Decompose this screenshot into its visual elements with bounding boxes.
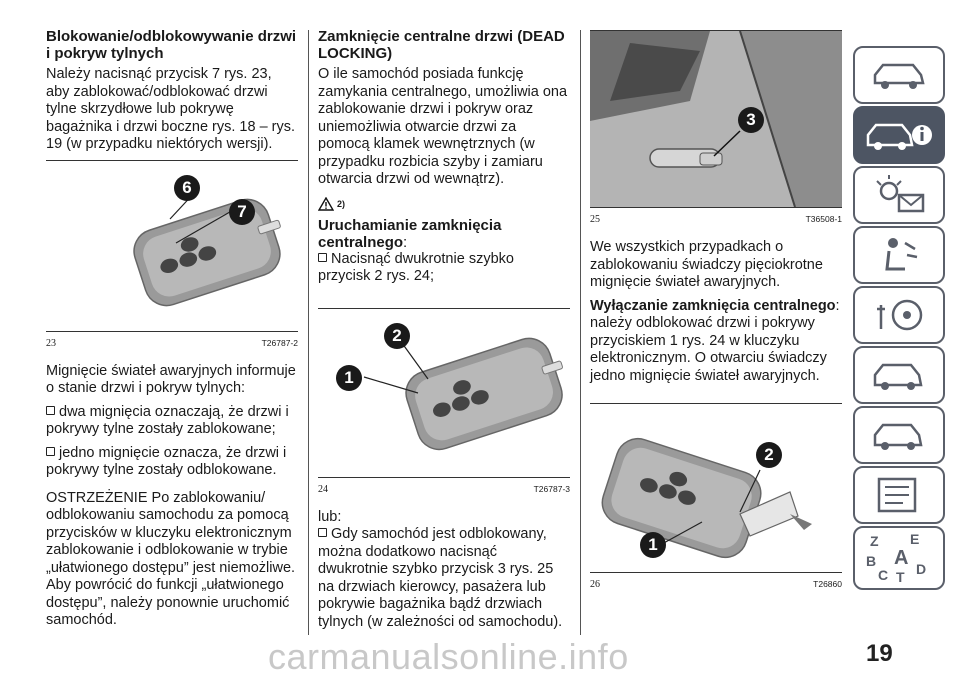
index-letter: Z xyxy=(870,533,879,549)
figure-number: 25 xyxy=(590,214,600,225)
column-separator-1 xyxy=(308,30,309,635)
warning-car-icon xyxy=(869,355,929,395)
section-heading-unlock: Blokowanie/odblokowywanie drzwi i pokryw tylnych xyxy=(46,28,297,62)
figure-code: T26787-2 xyxy=(261,337,298,348)
callout-1: 1 xyxy=(640,532,666,558)
callout-2: 2 xyxy=(756,442,782,468)
or-label: lub: xyxy=(318,508,342,525)
checklist-icon xyxy=(869,475,929,515)
column-1 xyxy=(46,28,298,636)
bullet-text: Gdy samochód jest odblokowany, można dodatkowo nacisnąć dwukrotnie szybko przycisk 3 rys. 25 na drzwiach kierowcy, pasażera lub pokrywie bagażnika bądź drzwiach tylnych (w zależności od samochodu). xyxy=(318,526,563,630)
warning-triangle-icon xyxy=(318,197,334,211)
bullet-icon xyxy=(318,253,327,262)
subheading-colon: : xyxy=(403,233,408,251)
bullet-icon xyxy=(318,528,327,537)
bullet-icon xyxy=(46,447,55,456)
index-letter: D xyxy=(916,561,927,577)
figure-23 xyxy=(46,160,298,332)
bullet-icon xyxy=(46,406,55,415)
deadlock-paragraph: O ile samochód posiada funkcję zamykania centralnego, umożliwia ona zablokowanie drzwi i pokryw oraz uniemożliwia otwarcie drzwi za pomocą klamek wewnętrznych (w przypadku rozbicia szyby i zamiaru otwarcia drzwi od wewnątrz). xyxy=(318,66,568,187)
bullet-text: dwa mignięcia oznaczają, że drzwi i pokrywy tylne zostały zablokowane; xyxy=(46,403,289,437)
bullet-text: jedno mignięcie oznacza, że drzwi i pokrywy tylne zostały odblokowane. xyxy=(46,444,287,478)
figure-number: 26 xyxy=(590,579,600,590)
callout-2: 2 xyxy=(384,323,410,349)
deactivate-heading: Wyłączanie zamknięcia centralnego xyxy=(590,297,836,314)
tab-car-overview[interactable] xyxy=(853,46,945,104)
watermark: carmanualsonline.info xyxy=(268,636,629,677)
warning-reference-label: 2) xyxy=(337,198,346,209)
figure-24-caption xyxy=(318,484,570,495)
bullet-unlocked xyxy=(46,445,298,480)
index-letter: C xyxy=(878,567,889,583)
callout-1: 1 xyxy=(336,365,362,391)
figure-26-caption xyxy=(590,579,842,590)
figure-25-caption xyxy=(590,214,842,225)
subheading-activate xyxy=(318,217,570,251)
figure-code: T26787-3 xyxy=(533,483,570,494)
lock-confirm-paragraph: We wszystkich przypadkach o zablokowaniu świadczy pięciokrotne mignięcie świateł awaryjnych. xyxy=(590,239,823,290)
bullet-text: Nacisnąć dwukrotnie szybko przycisk 2 rys. 24; xyxy=(318,250,514,284)
bullet-press-twice xyxy=(318,251,570,286)
callout-3: 3 xyxy=(738,107,764,133)
warning-reference xyxy=(318,197,345,211)
deactivate-text: : należy odblokować drzwi i pokrywy przyciskiem 1 rys. 24 w kluczyku elektronicznym. O otwarciu świadczy jedno mignięcie świateł awaryjnych. xyxy=(590,297,840,384)
column-separator-2 xyxy=(580,30,581,635)
airbag-seat-icon xyxy=(869,235,929,275)
figure-number: 23 xyxy=(46,337,56,349)
index-letter: A xyxy=(894,547,909,569)
index-letter: T xyxy=(896,569,905,585)
section-heading-deadlock: Zamknięcie centralne drzwi (DEAD LOCKING) xyxy=(318,28,565,62)
tab-index[interactable] xyxy=(853,526,945,590)
page-number: 19 xyxy=(866,640,893,667)
bullet-locked xyxy=(46,404,298,439)
light-message-icon xyxy=(869,175,929,215)
tab-technical-data[interactable] xyxy=(853,466,945,524)
key-card-illustration xyxy=(46,161,298,331)
key-card-illustration xyxy=(318,309,570,477)
key-card-emergency-key-illustration xyxy=(590,404,842,572)
index-letter: B xyxy=(866,553,877,569)
column-3 xyxy=(590,30,842,590)
tab-starting-driving[interactable] xyxy=(853,286,945,344)
figure-number: 24 xyxy=(318,483,328,495)
bullet-door-button xyxy=(318,526,570,631)
alphabet-icon xyxy=(864,531,934,585)
figure-23-caption xyxy=(46,338,298,349)
tab-safety[interactable] xyxy=(853,226,945,284)
callout-6: 6 xyxy=(174,175,200,201)
tab-maintenance[interactable] xyxy=(853,406,945,464)
callout-7: 7 xyxy=(229,199,255,225)
figure-26 xyxy=(590,403,842,573)
tab-emergency[interactable] xyxy=(853,346,945,404)
car-icon xyxy=(869,57,929,93)
steering-wheel-icon xyxy=(869,295,929,335)
subheading-text: Uruchamianie zamknięcia centralnego xyxy=(318,216,502,251)
tab-lights-messages[interactable] xyxy=(853,166,945,224)
figure-25 xyxy=(590,30,842,208)
warning-paragraph: OSTRZEŻENIE Po zablokowaniu/ odblokowaniu samochodu za pomocą przycisków w kluczyku elektronicznym zablokowanie i odblokowanie w trybie „ułatwionego dostępu” jest niemożliwe. Aby powrócić do funkcji „ułatwionego dostępu”, należy ponownie uruchomić samochód. xyxy=(46,489,296,628)
figure-24 xyxy=(318,308,570,478)
column-2 xyxy=(318,28,570,637)
car-info-icon xyxy=(864,115,934,155)
door-handle-photo xyxy=(590,31,842,207)
tab-car-info[interactable] xyxy=(853,106,945,164)
index-letter: E xyxy=(910,531,920,547)
flash-info-paragraph: Mignięcie świateł awaryjnych informuje o stanie drzwi i pokryw tylnych: xyxy=(46,362,296,396)
intro-paragraph: Należy nacisnąć przycisk 7 rys. 23, aby zablokować/odblokować drzwi tylne skrzydłowe lub pokrywę bagażnika i drzwi boczne rys. 18 – rys. 19 (w przypadku niektórych wersji). xyxy=(46,66,296,152)
deactivate-paragraph xyxy=(590,298,842,386)
figure-code: T36508-1 xyxy=(805,214,842,224)
car-service-icon xyxy=(869,415,929,455)
figure-code: T26860 xyxy=(813,579,842,589)
